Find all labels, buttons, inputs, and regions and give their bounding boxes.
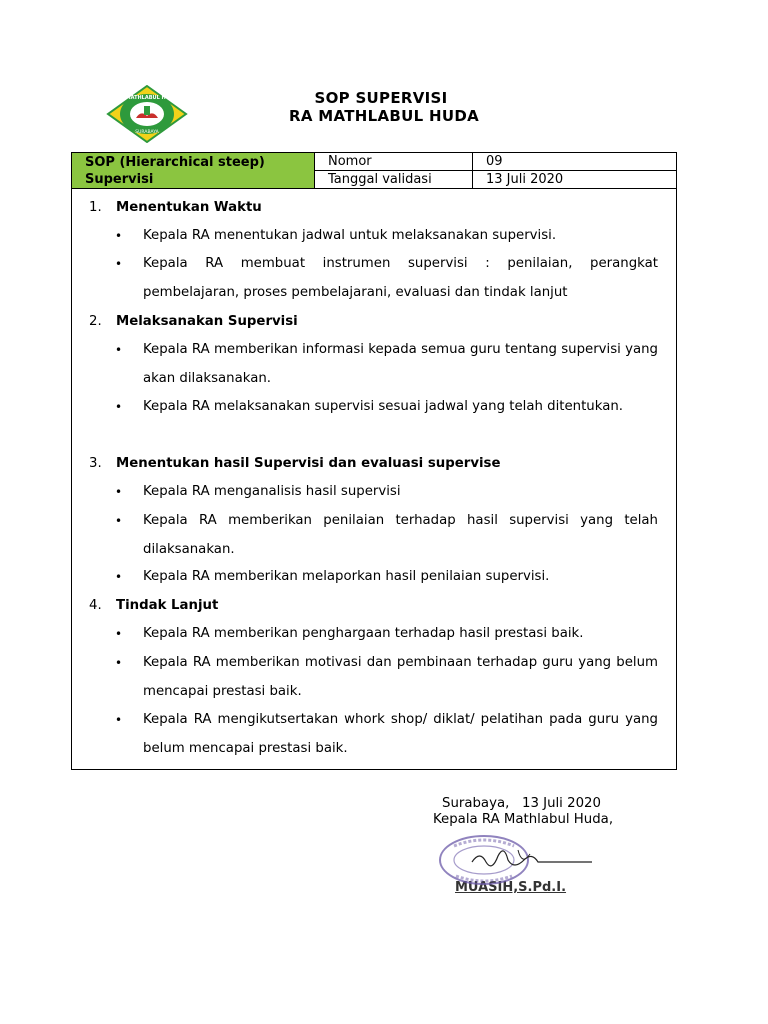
doc-title: SOP SUPERVISI bbox=[314, 89, 448, 107]
sop-label-cell bbox=[72, 153, 315, 189]
nomor-value: 09 bbox=[473, 153, 677, 171]
list-item: Kepala RA membuat instrumen supervisi : penilaian, perangkat pembelajaran, proses pembelajarani, evaluasi dan tindak lanjut bbox=[143, 256, 658, 300]
tanggal-label: Tanggal validasi bbox=[315, 171, 473, 189]
list-item: Kepala RA memberikan informasi kepada semua guru tentang supervisi yang akan dilaksanakan. bbox=[143, 342, 658, 386]
section-heading: 1. Menentukan Waktu bbox=[89, 200, 262, 215]
section-heading: 4. Tindak Lanjut bbox=[89, 598, 219, 613]
bullet-icon: • bbox=[115, 485, 123, 499]
list-item: Kepala RA melaksanakan supervisi sesuai jadwal yang telah ditentukan. bbox=[143, 399, 623, 414]
doc-subtitle: RA MATHLABUL HUDA bbox=[289, 107, 479, 125]
svg-text:RA MATHLABUL HUDA: RA MATHLABUL HUDA bbox=[116, 95, 178, 101]
list-item: Kepala RA memberikan penghargaan terhadap hasil prestasi baik. bbox=[143, 626, 584, 641]
sop-label-line1: SOP (Hierarchical steep) bbox=[85, 155, 265, 170]
signature-city-date: Surabaya, 13 Juli 2020 bbox=[442, 796, 601, 811]
svg-text:SURABAYA: SURABAYA bbox=[135, 130, 159, 135]
section-heading: 2. Melaksanakan Supervisi bbox=[89, 314, 298, 329]
bullet-icon: • bbox=[115, 229, 123, 243]
sop-label-line2: Supervisi bbox=[85, 172, 154, 187]
bullet-icon: • bbox=[115, 627, 123, 641]
bullet-icon: • bbox=[115, 400, 123, 414]
sop-info-table bbox=[71, 152, 677, 189]
section-heading: 3. Menentukan hasil Supervisi dan evaluasi supervise bbox=[89, 456, 501, 471]
bullet-icon: • bbox=[115, 257, 123, 271]
list-item: Kepala RA memberikan motivasi dan pembinaan terhadap guru yang belum mencapai prestasi baik. bbox=[143, 655, 658, 699]
list-item: Kepala RA menganalisis hasil supervisi bbox=[143, 484, 401, 499]
tanggal-value: 13 Juli 2020 bbox=[473, 171, 677, 189]
signature-name: MUASIH,S.Pd.I. bbox=[455, 880, 567, 895]
signature-position: Kepala RA Mathlabul Huda, bbox=[433, 812, 614, 827]
bullet-icon: • bbox=[115, 713, 123, 727]
bullet-icon: • bbox=[115, 570, 123, 584]
nomor-label: Nomor bbox=[315, 153, 473, 171]
list-item: Kepala RA menentukan jadwal untuk melaksanakan supervisi. bbox=[143, 228, 557, 243]
bullet-icon: • bbox=[115, 656, 123, 670]
list-item: Kepala RA mengikutsertakan whork shop/ diklat/ pelatihan pada guru yang belum mencapai prestasi baik. bbox=[143, 712, 658, 756]
bullet-icon: • bbox=[115, 343, 123, 357]
list-item: Kepala RA memberikan penilaian terhadap hasil supervisi yang telah dilaksanakan. bbox=[143, 513, 658, 557]
list-item: Kepala RA memberikan melaporkan hasil penilaian supervisi. bbox=[143, 569, 550, 584]
bullet-icon: • bbox=[115, 514, 123, 528]
stamp-signature-icon bbox=[434, 832, 594, 894]
